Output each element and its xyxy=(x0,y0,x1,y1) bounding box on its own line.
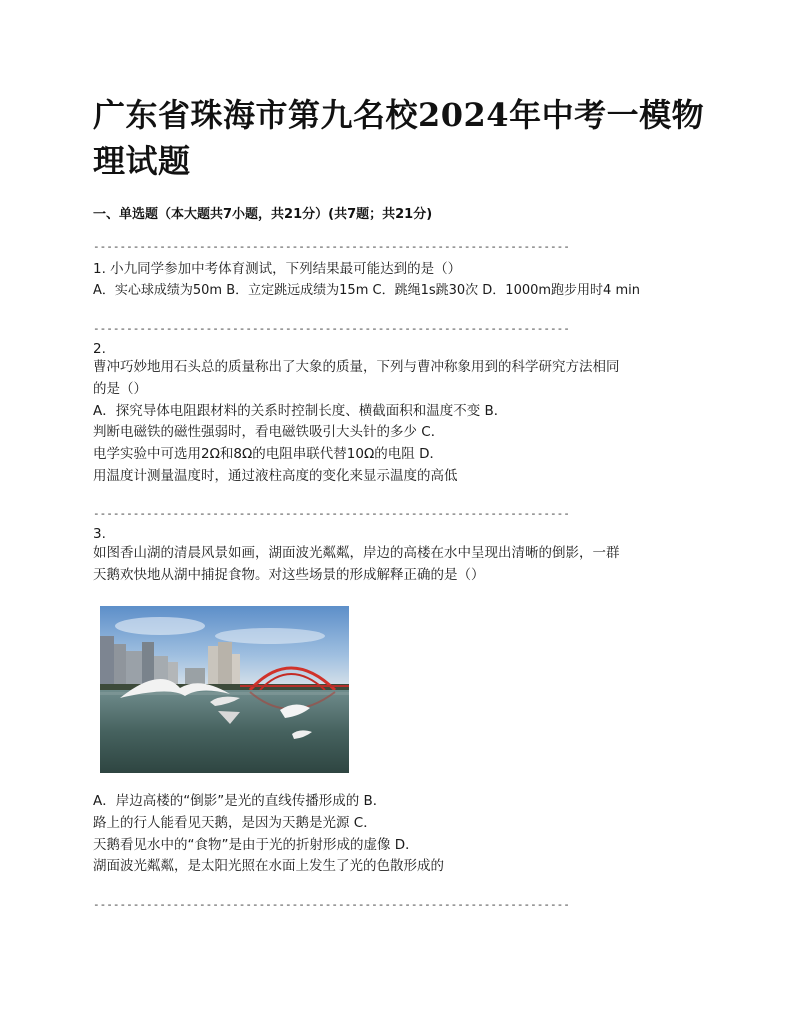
q2-option-line: 用温度计测量温度时，通过液柱高度的变化来显示温度的高低 xyxy=(93,468,458,484)
q1-stem: 1. 小九同学参加中考体育测试，下列结果最可能达到的是（） xyxy=(93,261,462,277)
q3-number: 3. xyxy=(93,526,106,542)
q2-stem-line2: 的是（） xyxy=(93,381,147,397)
q3-option-line: 路上的行人能看见天鹅，是因为天鹅是光源 C． xyxy=(93,815,377,831)
separator: ------------------------------------------------------------------------ xyxy=(93,322,570,335)
separator: ------------------------------------------------------------------------ xyxy=(93,898,570,911)
q2-option-line: 判断电磁铁的磁性强弱时，看电磁铁吸引大头针的多少 C． xyxy=(93,424,445,440)
q3-stem-line1: 如图香山湖的清晨风景如画，湖面波光粼粼，岸边的高楼在水中呈现出清晰的倒影，一群 xyxy=(93,545,620,561)
page-title: 广东省珠海市第九名校2024年中考一模物理试题 xyxy=(93,96,705,180)
q1-options: A．实心球成绩为50m B．立定跳远成绩为15m C．跳绳1s跳30次 D．1000m跑步用时4 min xyxy=(93,283,640,298)
section-heading: 一、单选题（本大题共7小题，共21分）(共7题；共21分) xyxy=(93,207,433,222)
lake-scene-image xyxy=(100,606,349,773)
separator: ------------------------------------------------------------------------ xyxy=(93,507,570,520)
q2-option-line: A．探究导体电阻跟材料的关系时控制长度、横截面积和温度不变 B． xyxy=(93,403,508,419)
q2-stem-line1: 曹冲巧妙地用石头总的质量称出了大象的质量，下列与曹冲称象用到的科学研究方法相同 xyxy=(93,359,620,375)
q3-option-line: A．岸边高楼的“倒影”是光的直线传播形成的 B． xyxy=(93,793,387,809)
q3-stem-line2: 天鹅欢快地从湖中捕捉食物。对这些场景的形成解释正确的是（） xyxy=(93,567,485,583)
q3-option-line: 湖面波光粼粼，是太阳光照在水面上发生了光的色散形成的 xyxy=(93,858,444,874)
lake-photo xyxy=(100,606,349,773)
separator: ------------------------------------------------------------------------ xyxy=(93,240,570,253)
q2-number: 2. xyxy=(93,341,106,357)
q2-option-line: 电学实验中可选用2Ω和8Ω的电阻串联代替10Ω的电阻 D． xyxy=(93,446,443,462)
q3-option-line: 天鹅看见水中的“食物”是由于光的折射形成的虚像 D． xyxy=(93,837,419,853)
